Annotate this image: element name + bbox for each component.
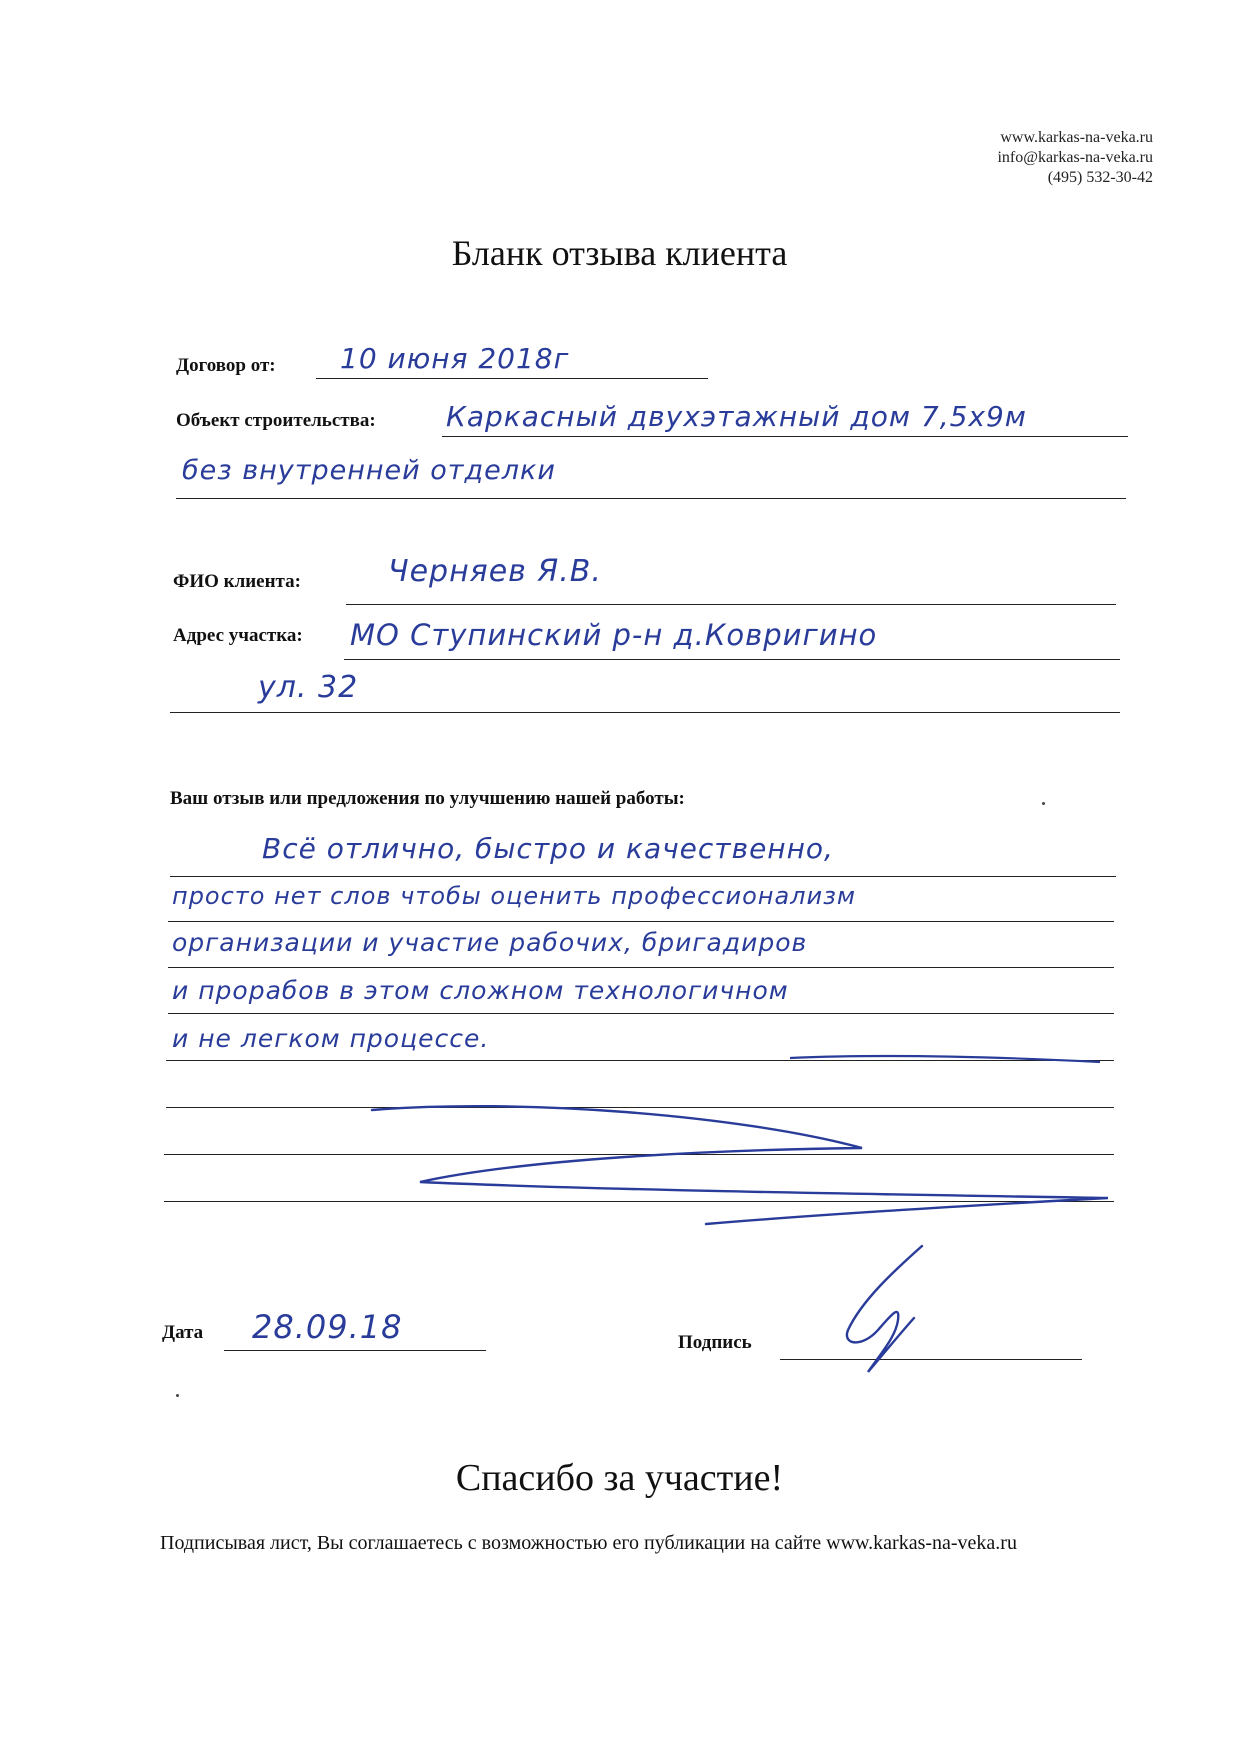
form-title: Бланк отзыва клиента: [451, 233, 788, 273]
phone-text: (495) 532-30-42: [1047, 169, 1153, 186]
address-line-1: [344, 659, 1120, 660]
object-label: Объект строительства:: [176, 410, 376, 431]
object-value-line2: без внутренней отделки: [182, 455, 556, 486]
closing-line-stroke: [790, 1056, 1100, 1062]
client-name-label: ФИО клиента:: [173, 571, 301, 592]
object-line-1: [442, 436, 1128, 437]
review-line-1: [170, 876, 1116, 877]
review-line-5: [166, 1060, 1114, 1061]
client-name-line: [346, 604, 1116, 605]
review-text-line-2: просто нет слов чтобы оценить профессионализм: [172, 882, 856, 910]
speck: [176, 1394, 179, 1397]
review-line-3: [168, 967, 1114, 968]
signature-line: [780, 1359, 1082, 1360]
website-text: www.karkas-na-veka.ru: [1000, 129, 1153, 146]
address-value-line2: ул. 32: [258, 670, 359, 705]
date-label: Дата: [162, 1322, 204, 1343]
review-line-4: [168, 1013, 1114, 1014]
signature-label: Подпись: [678, 1332, 752, 1353]
review-line-2: [168, 921, 1114, 922]
signature-stroke: [847, 1246, 922, 1372]
address-label: Адрес участка:: [173, 625, 303, 646]
strike-through-stroke: [372, 1106, 1108, 1224]
email-text: info@karkas-na-veka.ru: [997, 149, 1153, 166]
thanks-text: Спасибо за участие!: [455, 1457, 784, 1499]
review-text-line-3: организации и участие рабочих, бригадиров: [172, 928, 808, 957]
date-line: [224, 1350, 486, 1351]
address-value-line1: МО Ступинский р-н д.Ковригино: [350, 618, 878, 652]
review-text-line-1: Всё отлично, быстро и качественно,: [262, 832, 834, 865]
review-line-8: [164, 1201, 1114, 1202]
contract-value: 10 июня 2018г: [340, 342, 570, 375]
review-text-line-5: и не легком процессе.: [172, 1024, 490, 1053]
object-value-line1: Каркасный двухэтажный дом 7,5х9м: [446, 400, 1027, 433]
date-value: 28.09.18: [252, 1308, 403, 1346]
review-line-6: [166, 1107, 1114, 1108]
review-text-line-4: и прорабов в этом сложном технологичном: [172, 976, 789, 1005]
address-line-2: [170, 712, 1120, 713]
contact-block: [997, 128, 1153, 188]
object-line-2: [176, 498, 1126, 499]
review-label: Ваш отзыв или предложения по улучшению нашей работы:: [170, 788, 685, 809]
contract-line: [316, 378, 708, 379]
contract-label: Договор от:: [176, 355, 276, 376]
speck: [1042, 802, 1045, 805]
client-name-value: Черняев Я.В.: [388, 554, 602, 589]
review-line-7: [164, 1154, 1114, 1155]
consent-text: Подписывая лист, Вы соглашаетесь с возможностью его публикации на сайте www.karkas-na-veka.ru: [160, 1532, 1017, 1554]
